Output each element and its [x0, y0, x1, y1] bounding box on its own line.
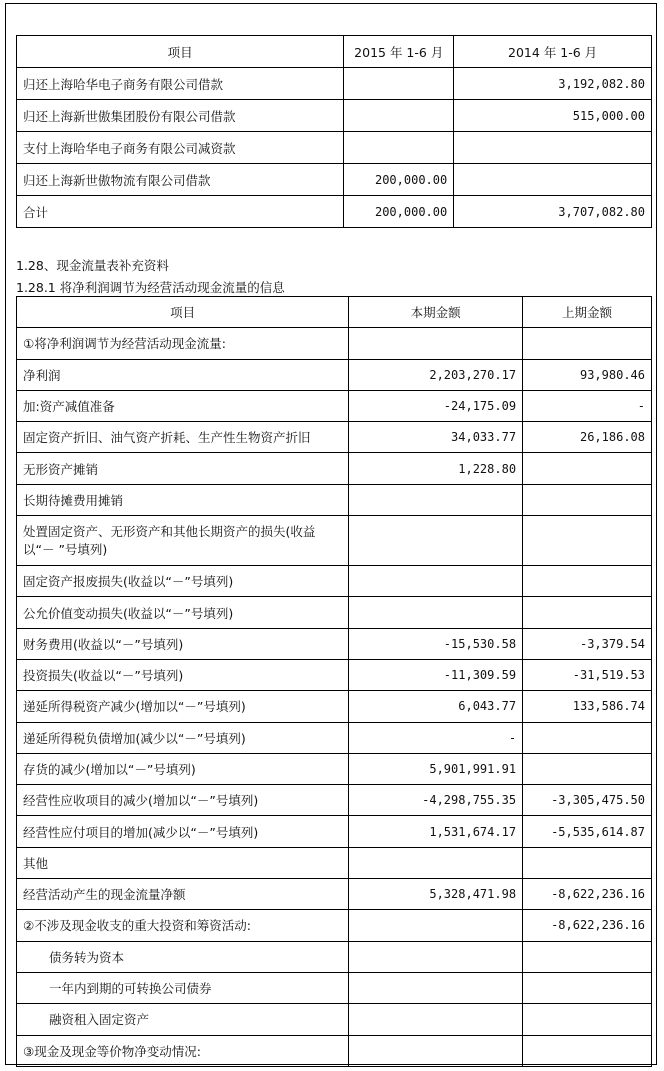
table-row	[17, 359, 652, 390]
row-label: 归还上海新世傲集团股份有限公司借款	[17, 100, 344, 132]
table-header-row	[17, 297, 652, 328]
row-label: 其他	[17, 847, 349, 878]
row-value-previous	[454, 132, 652, 164]
row-value-current: 1,531,674.17	[349, 816, 523, 847]
row-value-previous: 3,192,082.80	[454, 68, 652, 100]
row-label: ③现金及现金等价物净变动情况:	[17, 1035, 349, 1066]
table-row	[17, 328, 652, 359]
row-value-previous	[523, 1035, 652, 1066]
row-value-previous	[523, 722, 652, 753]
table-row	[17, 100, 652, 132]
row-value-current	[349, 972, 523, 1003]
row-value-previous	[523, 328, 652, 359]
row-value-current: -4,298,755.35	[349, 785, 523, 816]
table-row	[17, 132, 652, 164]
section-title: 1.28、现金流量表补充资料	[16, 258, 169, 273]
row-label: 经营活动产生的现金流量净额	[17, 879, 349, 910]
row-value-previous	[523, 484, 652, 515]
row-label: 债务转为资本	[17, 941, 349, 972]
row-value-current	[349, 516, 523, 566]
row-value-previous: 515,000.00	[454, 100, 652, 132]
row-label: 投资损失(收益以“－”号填列)	[17, 659, 349, 690]
subsection-title: 1.28.1 将净利润调节为经营活动现金流量的信息	[16, 280, 285, 295]
row-value-current	[349, 484, 523, 515]
row-value-current: 5,328,471.98	[349, 879, 523, 910]
table-row	[17, 972, 652, 1003]
table-row	[17, 68, 652, 100]
row-value-previous	[523, 516, 652, 566]
row-value-current	[344, 132, 454, 164]
row-label: 递延所得税负债增加(减少以“－”号填列)	[17, 722, 349, 753]
row-value-previous: -8,622,236.16	[523, 879, 652, 910]
row-value-current: 2,203,270.17	[349, 359, 523, 390]
row-label: 净利润	[17, 359, 349, 390]
row-value-previous: 3,707,082.80	[454, 196, 652, 228]
row-label: 归还上海新世傲物流有限公司借款	[17, 164, 344, 196]
table-row	[17, 628, 652, 659]
row-value-previous	[523, 753, 652, 784]
header-item: 项目	[17, 36, 344, 68]
total-row	[17, 196, 652, 228]
row-value-previous: 133,586.74	[523, 691, 652, 722]
table-row	[17, 484, 652, 515]
table-row	[17, 164, 652, 196]
row-label: 固定资产折旧、油气资产折耗、生产性生物资产折旧	[17, 422, 349, 453]
table-row	[17, 691, 652, 722]
cash-flow-supplement-table	[16, 296, 652, 1067]
row-label: 财务费用(收益以“－”号填列)	[17, 628, 349, 659]
row-value-current	[344, 100, 454, 132]
row-value-current: 34,033.77	[349, 422, 523, 453]
row-value-current: -11,309.59	[349, 659, 523, 690]
row-value-previous	[523, 941, 652, 972]
row-label: 存货的减少(增加以“－”号填列)	[17, 753, 349, 784]
table-row	[17, 753, 652, 784]
row-value-previous: -3,379.54	[523, 628, 652, 659]
table-row	[17, 910, 652, 941]
row-label: ②不涉及现金收支的重大投资和筹资活动:	[17, 910, 349, 941]
table-row	[17, 1004, 652, 1035]
row-value-current: -24,175.09	[349, 390, 523, 421]
row-label: 长期待摊费用摊销	[17, 484, 349, 515]
row-label: 支付上海哈华电子商务有限公司减资款	[17, 132, 344, 164]
table-row	[17, 566, 652, 597]
row-label: 一年内到期的可转换公司债券	[17, 972, 349, 1003]
row-value-current	[349, 1035, 523, 1066]
table-row	[17, 847, 652, 878]
row-value-current	[349, 328, 523, 359]
row-value-previous	[523, 847, 652, 878]
row-value-previous	[523, 972, 652, 1003]
table-row	[17, 816, 652, 847]
table-row	[17, 722, 652, 753]
row-value-previous: 93,980.46	[523, 359, 652, 390]
header-item: 项目	[17, 297, 349, 328]
table-header-row	[17, 36, 652, 68]
row-value-current: 1,228.80	[349, 453, 523, 484]
row-value-previous	[454, 164, 652, 196]
table-row	[17, 659, 652, 690]
row-value-previous: -5,535,614.87	[523, 816, 652, 847]
table-row	[17, 453, 652, 484]
table-row	[17, 516, 652, 566]
row-label: 处置固定资产、无形资产和其他长期资产的损失(收益以“－ ”号填列)	[17, 516, 349, 566]
row-label: 经营性应收项目的减少(增加以“－”号填列)	[17, 785, 349, 816]
row-label: 融资租入固定资产	[17, 1004, 349, 1035]
row-value-current: 200,000.00	[344, 196, 454, 228]
table-row	[17, 785, 652, 816]
row-label: 加:资产减值准备	[17, 390, 349, 421]
row-value-current	[349, 566, 523, 597]
row-value-current	[349, 1004, 523, 1035]
row-value-current	[349, 910, 523, 941]
row-value-current: 6,043.77	[349, 691, 523, 722]
header-2014: 2014 年 1-6 月	[454, 36, 652, 68]
row-label: 归还上海哈华电子商务有限公司借款	[17, 68, 344, 100]
table-row	[17, 597, 652, 628]
header-current: 本期金额	[349, 297, 523, 328]
row-label: 固定资产报废损失(收益以“－”号填列)	[17, 566, 349, 597]
table-row	[17, 941, 652, 972]
header-previous: 上期金额	[523, 297, 652, 328]
row-value-current	[349, 847, 523, 878]
table-row	[17, 879, 652, 910]
row-value-previous	[523, 566, 652, 597]
table-row	[17, 1035, 652, 1066]
row-value-previous: -3,305,475.50	[523, 785, 652, 816]
row-label: 合计	[17, 196, 344, 228]
row-value-previous	[523, 453, 652, 484]
row-value-current: 200,000.00	[344, 164, 454, 196]
row-value-current: -15,530.58	[349, 628, 523, 659]
row-value-previous: -31,519.53	[523, 659, 652, 690]
row-value-previous: 26,186.08	[523, 422, 652, 453]
header-2015: 2015 年 1-6 月	[344, 36, 454, 68]
table-row	[17, 390, 652, 421]
row-label: 公允价值变动损失(收益以“－”号填列)	[17, 597, 349, 628]
row-label: 递延所得税资产减少(增加以“－”号填列)	[17, 691, 349, 722]
row-value-current	[344, 68, 454, 100]
row-value-current	[349, 941, 523, 972]
row-value-previous	[523, 597, 652, 628]
row-value-previous	[523, 1004, 652, 1035]
repayment-table	[16, 35, 652, 228]
row-value-previous: -8,622,236.16	[523, 910, 652, 941]
row-label: 经营性应付项目的增加(减少以“－”号填列)	[17, 816, 349, 847]
row-value-current: -	[349, 722, 523, 753]
row-label: 无形资产摊销	[17, 453, 349, 484]
row-value-current	[349, 597, 523, 628]
table-row	[17, 422, 652, 453]
row-value-previous: -	[523, 390, 652, 421]
row-label: ①将净利润调节为经营活动现金流量:	[17, 328, 349, 359]
row-value-current: 5,901,991.91	[349, 753, 523, 784]
